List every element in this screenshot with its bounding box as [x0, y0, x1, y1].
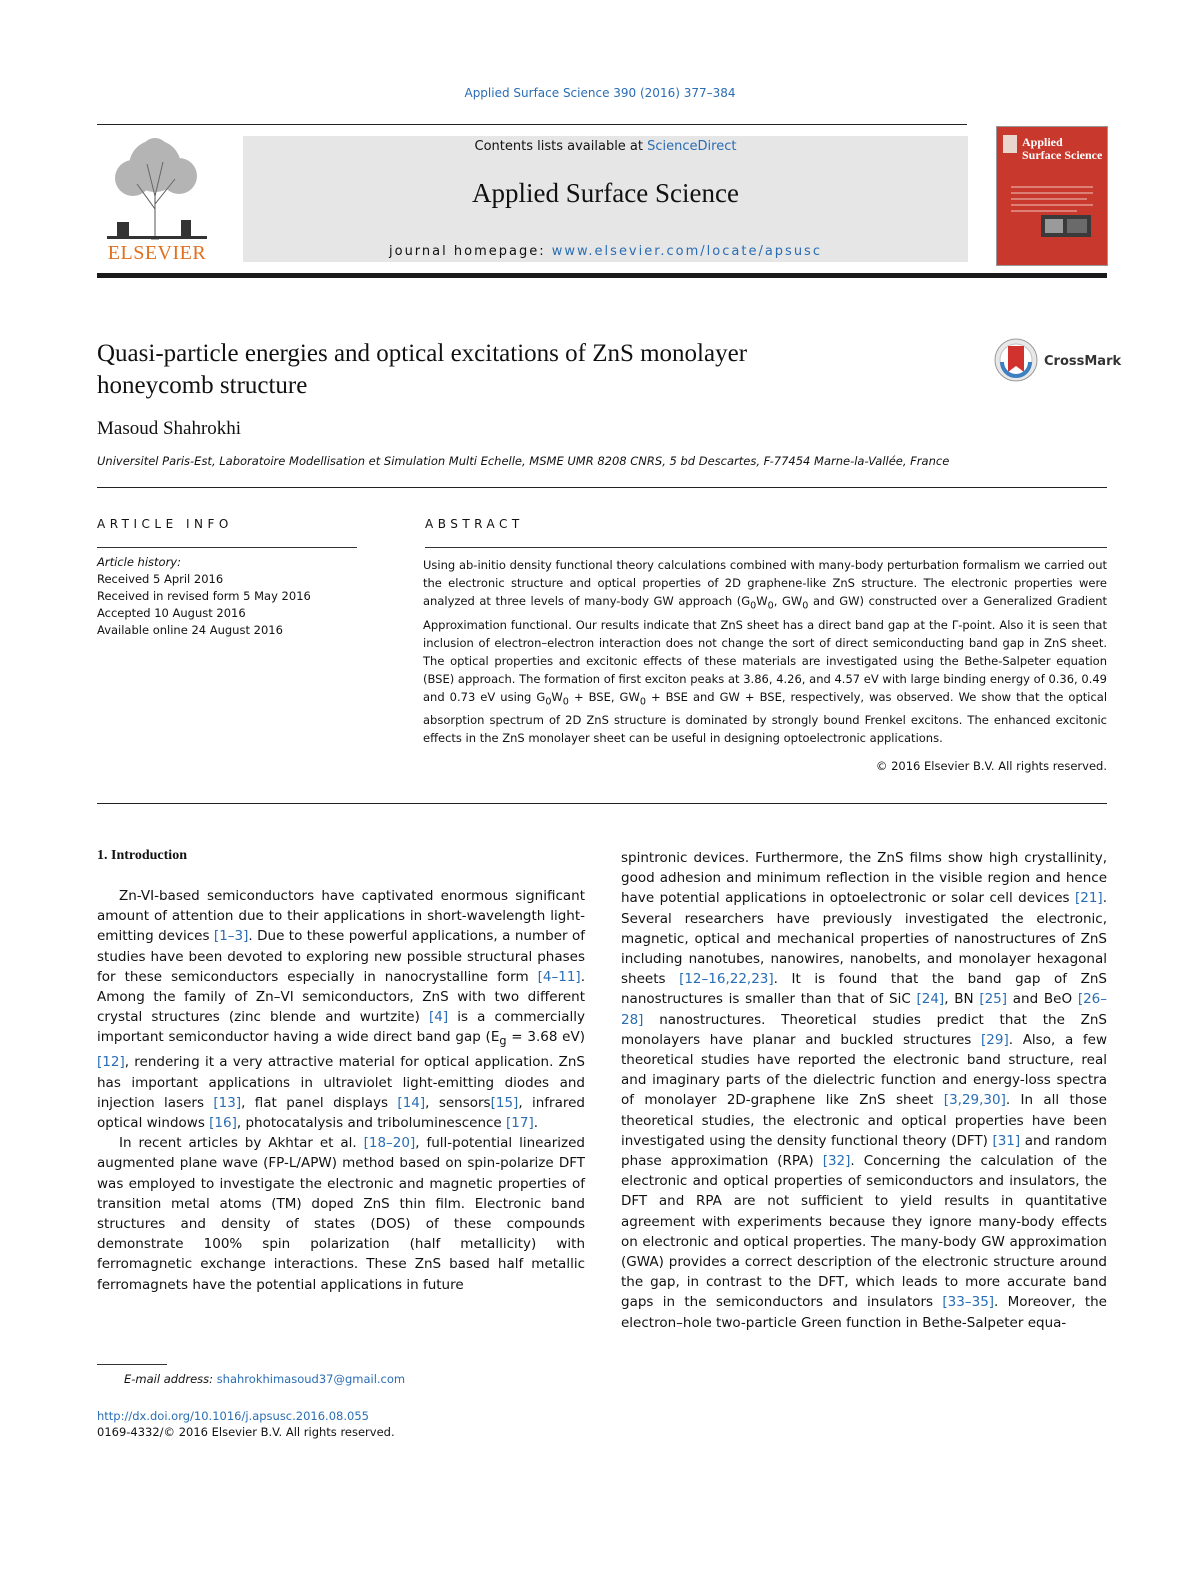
reference-link[interactable]: [3,29,30]: [943, 1092, 1006, 1109]
body-column-left: [97, 886, 585, 1295]
doi-link[interactable]: http://dx.doi.org/10.1016/j.apsusc.2016.08.055: [97, 1409, 369, 1423]
intro-paragraph-1: [97, 886, 585, 1133]
subscript: g: [499, 1035, 507, 1049]
journal-homepage: [243, 244, 968, 259]
author-name: Masoud Shahrokhi: [97, 418, 242, 439]
section-heading-introduction: 1. Introduction: [97, 848, 187, 863]
homepage-prefix: journal homepage:: [389, 244, 552, 259]
abstract-heading: ABSTRACT: [425, 517, 524, 531]
reference-link[interactable]: [31]: [992, 1132, 1021, 1149]
text: , rendering it a very attractive material for optical application. ZnS has important applications in ultraviolet light-emitting diodes and injection lasers: [97, 1054, 585, 1111]
text: .: [533, 1114, 539, 1131]
text: . Among the family of Zn–VI semiconductors, ZnS with two different crystal structures (zinc blende and wurtzite): [97, 968, 585, 1026]
header-top-rule: [97, 124, 967, 125]
crossmark-icon[interactable]: [994, 338, 1038, 382]
journal-citation[interactable]: Applied Surface Science 390 (2016) 377–384: [464, 86, 736, 100]
abstract-part: , GW: [773, 594, 803, 609]
reference-link[interactable]: [14]: [397, 1094, 426, 1111]
text: . Moreover, the electron–hole two-particle Green function in Bethe-Salpeter equa-: [621, 1294, 1107, 1331]
history-received: Received 5 April 2016: [97, 572, 224, 586]
reference-link[interactable]: [26–28]: [621, 991, 1108, 1028]
abstract-rule: [425, 547, 1107, 548]
abstract-part: W: [551, 689, 563, 704]
reference-link[interactable]: [15]: [490, 1094, 519, 1111]
text: . In all those theoretical studies, the electronic and optical properties have been investigated using the density functional theory (DFT): [621, 1092, 1107, 1149]
intro-paragraph-2: [97, 1133, 585, 1295]
publisher-logo-text: ELSEVIER: [107, 242, 207, 264]
subscript: 0: [545, 696, 552, 708]
text: and BeO: [1007, 991, 1078, 1008]
intro-paragraph-2-continued: [621, 848, 1107, 1333]
history-title: Article history:: [97, 555, 181, 569]
reference-link[interactable]: [24]: [916, 991, 945, 1008]
reference-link[interactable]: [32]: [822, 1153, 851, 1170]
history-online: Available online 24 August 2016: [97, 623, 283, 637]
text: . Concerning the calculation of the electronic and optical properties of semiconductors and insulators, the DFT and RPA are not sufficient to yield results in quantitative agreement with experiments because they ignore many-body effects on electronic and optical properties. The many-body GW approximation (GWA) provides a correct description of the electronic structure around the gap, in contrast to the DFT, which leads to more accurate band gaps in the semiconductors and insulators: [621, 1153, 1108, 1311]
reference-link[interactable]: [16]: [209, 1114, 237, 1131]
title-divider: [97, 487, 1107, 488]
text: In recent articles by Akhtar et al.: [119, 1135, 364, 1152]
abstract-divider: [97, 803, 1107, 804]
cover-title: [1022, 136, 1102, 162]
abstract-copyright: © 2016 Elsevier B.V. All rights reserved.: [875, 759, 1107, 773]
text: , flat panel displays: [241, 1094, 398, 1111]
text: nanostructures. Theoretical studies predict that the ZnS monolayers have planar and buckled structures: [621, 1011, 1107, 1048]
text: , full-potential linearized augmented plane wave (FP-L/APW) method based on spin-polarize DFT was employed to investigate the electronic and magnetic properties of transition metal atoms (TM) doped ZnS thin film. Electronic band structures and density of states (DOS) of these compounds demonstrate 100% spin polarization (half metallicity) with ferromagnetic exchange interactions. These ZnS based half metallic ferromagnets have the potential applications in future: [97, 1135, 585, 1293]
author-affiliation: Universitel Paris-Est, Laboratoire Modellisation et Simulation Multi Echelle, MSME UMR 8208 CNRS, 5 bd Descartes, F-77454 Marne-la-Vallée, France: [97, 454, 950, 468]
subscript: 0: [639, 696, 646, 708]
reference-link[interactable]: [4–11]: [537, 968, 581, 985]
contents-availability: [243, 139, 968, 154]
subscript: 0: [767, 600, 774, 612]
abstract-part: + BSE, GW: [568, 689, 640, 704]
subscript: 0: [802, 600, 809, 612]
footnote-rule: [97, 1364, 167, 1365]
homepage-link[interactable]: www.elsevier.com/locate/apsusc: [551, 244, 822, 259]
reference-link[interactable]: [17]: [506, 1114, 534, 1131]
text: is a commercially important semiconductor having a wide direct band gap (E: [97, 1009, 585, 1046]
abstract-part: + BSE and GW + BSE, respectively, was observed. We show that the optical absorption spectrum of 2D ZnS structure is dominated by strongly bound Frenkel excitons. The enhanced excitonic effects in the ZnS monolayer sheet can be useful in designing optoelectronic applications.: [423, 689, 1108, 746]
reference-link[interactable]: [1–3]: [213, 928, 249, 945]
article-info-rule: [97, 547, 357, 548]
abstract-part: Using ab-initio density functional theory calculations combined with many-body perturbation formalism we carried out the electronic structure and optical properties of 2D graphene-like ZnS structure. The electronic properties were analyzed at three levels of many-body GW approach (G: [423, 558, 1107, 609]
history-revised: Received in revised form 5 May 2016: [97, 589, 311, 603]
cover-title-line2: Surface Science: [1022, 148, 1103, 162]
issn-copyright: 0169-4332/© 2016 Elsevier B.V. All rights reserved.: [97, 1425, 395, 1439]
reference-link[interactable]: [33–35]: [942, 1294, 995, 1311]
header-thick-rule: [97, 273, 1107, 278]
text: = 3.68 eV): [506, 1029, 585, 1046]
reference-link[interactable]: [29]: [981, 1031, 1009, 1048]
reference-link[interactable]: [12–16,22,23]: [679, 971, 774, 988]
text: , sensors: [425, 1094, 491, 1111]
reference-link[interactable]: [13]: [213, 1094, 242, 1111]
text: , photocatalysis and triboluminescence: [236, 1114, 507, 1131]
crossmark-label[interactable]: CrossMark: [1044, 354, 1122, 369]
subscript: 0: [750, 600, 757, 612]
reference-link[interactable]: [25]: [979, 991, 1008, 1008]
text: . Due to these powerful applications, a number of studies have been devoted to exploring new possible structural phases for these semiconductors especially in nanocrystalline form: [97, 928, 585, 985]
subscript: 0: [562, 696, 569, 708]
reference-link[interactable]: [18–20]: [363, 1135, 416, 1152]
text: , BN: [944, 991, 980, 1008]
article-title: [97, 338, 967, 402]
title-line2: honeycomb structure: [97, 372, 308, 399]
footnote-email: [124, 1372, 405, 1386]
text: and random phase approximation (RPA): [621, 1132, 1107, 1170]
abstract-part: W: [756, 594, 768, 609]
text: , infrared optical windows: [97, 1094, 585, 1131]
reference-link[interactable]: [12]: [97, 1054, 125, 1071]
reference-link[interactable]: [21]: [1074, 890, 1103, 907]
article-history: [97, 554, 311, 639]
email-link[interactable]: shahrokhimasoud37@gmail.com: [216, 1372, 406, 1386]
abstract-text: [423, 556, 1107, 748]
history-accepted: Accepted 10 August 2016: [97, 606, 246, 620]
email-label: E-mail address:: [124, 1372, 217, 1386]
text: Zn-VI-based semiconductors have captivated enormous significant amount of attention due to their applications in short-wavelength light-emitting devices: [97, 888, 585, 945]
cover-title-line1: Applied: [1022, 135, 1063, 149]
reference-link[interactable]: [4]: [428, 1009, 449, 1026]
text: spintronic devices. Furthermore, the ZnS films show high crystallinity, good adhesion and minimum reflection in the visible region and hence have potential applications in optoelectronic or solar cell devices: [621, 850, 1107, 907]
text: . It is found that the band gap of ZnS nanostructures is smaller than that of SiC: [621, 971, 1107, 1008]
article-info-heading: ARTICLE INFO: [97, 517, 233, 531]
journal-name: Applied Surface Science: [472, 178, 739, 208]
title-line1: Quasi-particle energies and optical excitations of ZnS monolayer: [97, 340, 748, 367]
sciencedirect-link[interactable]: ScienceDirect: [647, 139, 737, 154]
text: . Several researchers have previously investigated the electronic, magnetic, optical and mechanical properties of nanostructures of ZnS including nanotubes, nanowires, nanobelts, and monolayer hexagonal sheets: [621, 890, 1107, 988]
body-column-right: [621, 848, 1107, 1333]
abstract-part: and GW) constructed over a Generalized Gradient Approximation functional. Our results indicate that ZnS sheet has a direct band gap at the Γ-point. Also it is seen that inclusion of electron–electron interaction does not change the sort of direct semiconducting band gap in ZnS sheet. The optical properties and excitonic effects of these materials are investigated using the Bethe-Salpeter equation (BSE) approach. The formation of first exciton peaks at 3.86, 4.26, and 4.57 eV with large binding energy of 0.36, 0.49 and 0.73 eV using G: [423, 594, 1107, 704]
contents-prefix: Contents lists available at: [474, 139, 648, 154]
text: . Also, a few theoretical studies have reported the electronic band structure, real and imaginary parts of the dielectric function and energy-loss spectra of monolayer 2D-graphene like ZnS sheet: [621, 1031, 1107, 1109]
